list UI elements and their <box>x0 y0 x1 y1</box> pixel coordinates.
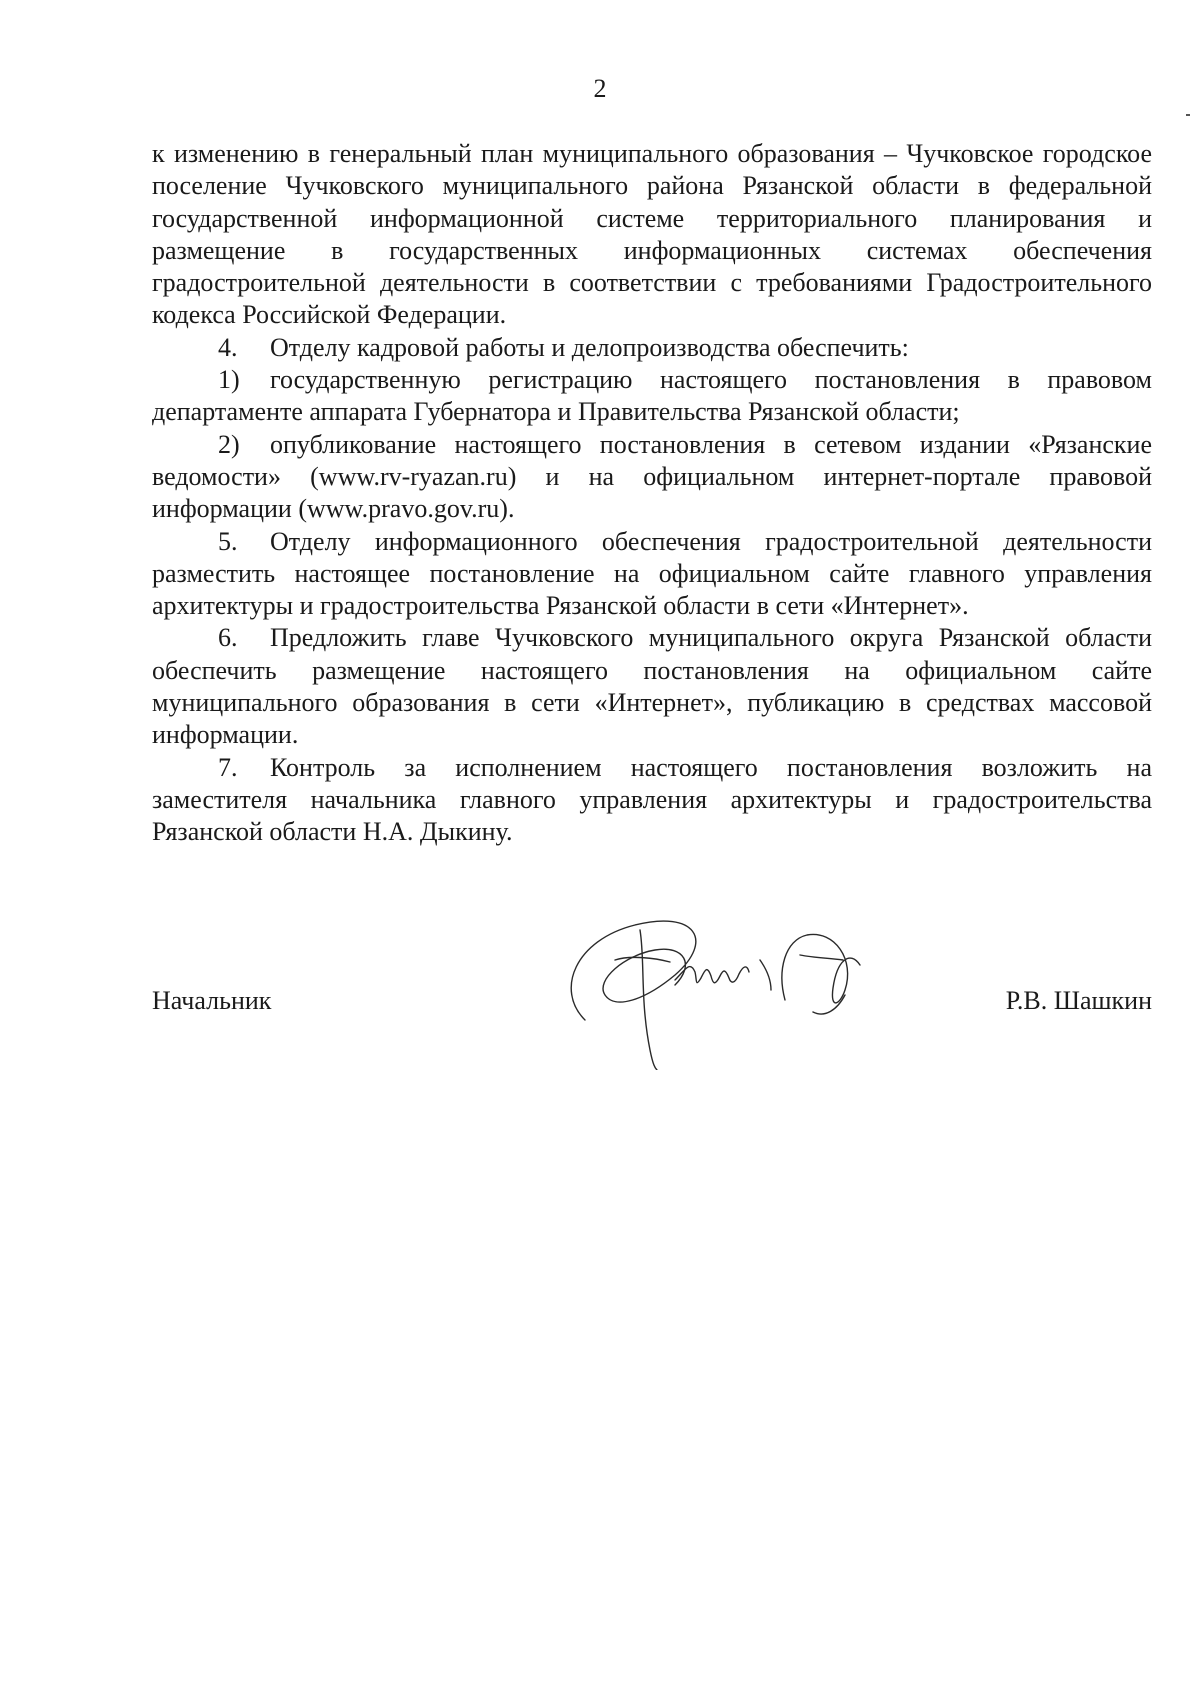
signature-block <box>152 985 1152 1021</box>
paragraph-continuation <box>152 138 1152 332</box>
document-body <box>152 138 1152 849</box>
scan-edge-mark <box>1186 114 1190 116</box>
paragraph-number: 4. <box>218 332 238 362</box>
paragraph-text: Предложить главе Чучковского муниципального округа Рязанской области обеспечить размещение настоящего постановления на официальном сайте муниципального образования в сети «Интернет», публикацию в средствах массовой информации. <box>152 623 1152 750</box>
paragraph-text: опубликование настоящего постановления в сетевом издании «Рязанские ведомости» (www.rv-ryazan.ru) и на официальном интернет-портале правовой информации (www.pravo.gov.ru). <box>152 429 1152 524</box>
paragraph-number: 5. <box>218 526 238 556</box>
paragraph-text: к изменению в генеральный план муниципального образования – Чучковское городское поселение Чучковского муниципального района Рязанской области в федеральной государственной информационной системе территориального планирования и размещение в государственных информационных системах обеспечения градостроительной деятельности в соответствии с требованиями Градостроительного кодекса Российской Федерации. <box>152 139 1152 330</box>
paragraph-number: 1) <box>218 365 240 395</box>
paragraph-number: 2) <box>218 429 240 459</box>
paragraph-7 <box>152 752 1152 849</box>
paragraph-text: Контроль за исполнением настоящего постановления возложить на заместителя начальника главного управления архитектуры и градостроительства Рязанской области Н.А. Дыкину. <box>152 752 1152 847</box>
paragraph-text: государственную регистрацию настоящего постановления в правовом департаменте аппарата Губернатора и Правительства Рязанской области; <box>152 365 1152 427</box>
position-title: Начальник <box>152 986 272 1015</box>
paragraph-4 <box>152 332 1152 364</box>
paragraph-text: Отделу кадровой работы и делопроизводства обеспечить: <box>270 332 909 362</box>
paragraph-4-2 <box>152 429 1152 526</box>
signer-name: Р.В. Шашкин <box>1005 986 1152 1015</box>
paragraph-6 <box>152 622 1152 751</box>
paragraph-number: 6. <box>218 623 238 653</box>
page-number: 2 <box>593 74 607 103</box>
paragraph-4-1 <box>152 364 1152 429</box>
paragraph-number: 7. <box>218 752 238 782</box>
paragraph-5 <box>152 526 1152 623</box>
paragraph-text: Отделу информационного обеспечения градостроительной деятельности разместить настоящее постановление на официальном сайте главного управления архитектуры и градостроительства Рязанской области в сети «Интернет». <box>152 526 1152 621</box>
